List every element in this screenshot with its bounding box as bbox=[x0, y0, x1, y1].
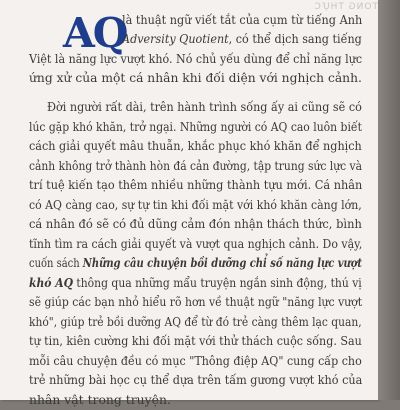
text-line: sẽ giúp các bạn nhỏ hiểu rõ hơn về thuật ngữ "năng lực vượt bbox=[29, 294, 363, 309]
text-line: trí tuệ kiến tạo thêm nhiều những thành tựu mới. Cá nhân bbox=[29, 177, 363, 192]
bleed-through-text: TỔNG THỰC bbox=[313, 2, 378, 12]
text-line: ứng xử của một cá nhân khi đối diện với nghịch cảnh. bbox=[29, 70, 362, 85]
text-line: tự tin, kiên cường khi đối mặt với thử thách cuộc sống. Sau bbox=[29, 333, 362, 348]
text-line: tĩnh tìm ra cách giải quyết và vượt qua nghịch cảnh. Do vậy, bbox=[29, 236, 363, 251]
text-line: khó AQ thông qua những mẩu truyện ngắn sinh động, thú vị bbox=[29, 275, 362, 290]
text-line: Việt là năng lực vượt khó. Nó chủ yếu dùng để chỉ năng lực bbox=[29, 51, 363, 66]
text-line: cá nhân đó sẽ có đủ dũng cảm đón nhận thách thức, bình bbox=[29, 216, 362, 231]
text-line: trẻ những bài học cụ thể dựa trên tấm gương vượt khó của bbox=[29, 372, 363, 387]
book-title: Những câu chuyện bồi dưỡng chỉ số năng lực vượt bbox=[82, 255, 363, 270]
text-line: là thuật ngữ viết tắt của cụm từ tiếng Anh bbox=[122, 12, 363, 27]
text-line: Đời người rất dài, trên hành trình sống ấy ai cũng sẽ có bbox=[47, 99, 362, 114]
text-line: cuốn sách Những câu chuyện bồi dưỡng chỉ số năng lực vượt bbox=[29, 255, 363, 270]
text-line: lúc gặp khó khăn, trở ngại. Những người có AQ cao luôn biết bbox=[29, 119, 362, 134]
text-line: cách giải quyết mâu thuẫn, khắc phục khó khăn để nghịch bbox=[29, 138, 362, 153]
text-line: khó", giúp trẻ bồi dưỡng AQ để từ đó trẻ càng thêm lạc quan, bbox=[29, 314, 362, 329]
text-line: nhân vật trong truyện. bbox=[29, 392, 171, 407]
text-line: Adversity Quotient, có thể dịch sang tiếng bbox=[122, 31, 362, 46]
page-edge-background bbox=[378, 0, 400, 400]
text-line: cảnh không trở thành hòn đá cản đường, tập trung sức lực và bbox=[29, 158, 362, 173]
drop-cap: AQ bbox=[63, 9, 127, 57]
text-line: mỗi câu chuyện đều có mục "Thông điệp AQ" cung cấp cho bbox=[29, 353, 362, 368]
book-title-end: khó AQ bbox=[29, 275, 73, 290]
term-english: Adversity Quotient bbox=[122, 31, 229, 46]
text-line: có AQ càng cao, sự tự tin khi đối mặt với khó khăn càng lớn, bbox=[29, 197, 362, 212]
